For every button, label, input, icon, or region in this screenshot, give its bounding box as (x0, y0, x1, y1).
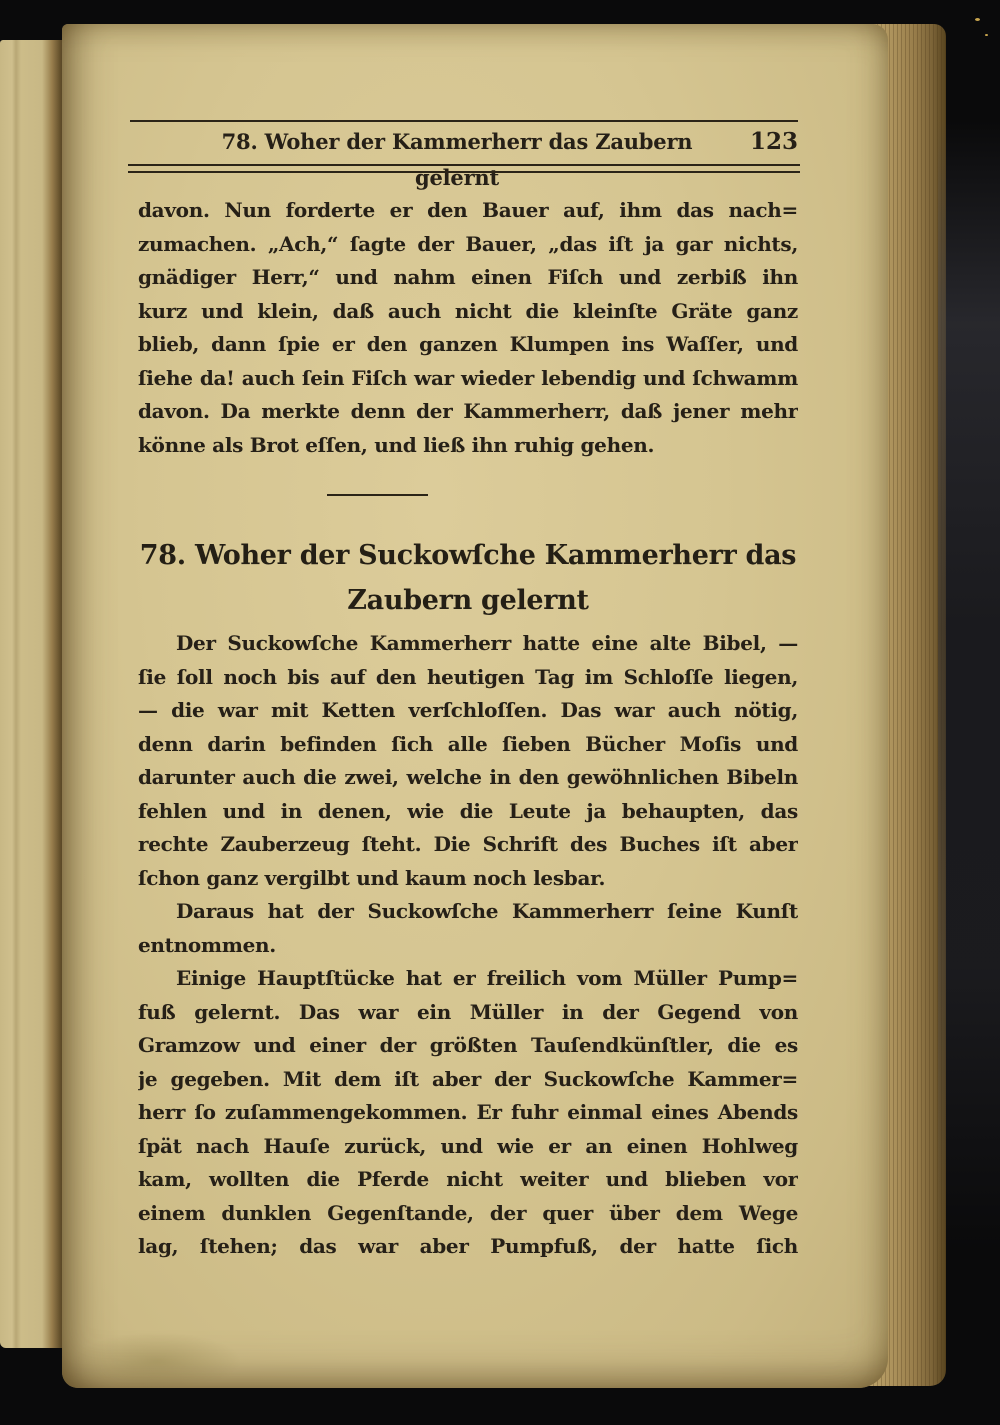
text-line: Gramzow und einer der größten Tauſendkünſtler, die es (138, 1033, 798, 1057)
header-rule-bottom-double (128, 164, 800, 173)
section-heading (138, 533, 798, 623)
text-line: einem dunklen Gegenſtande, der quer über dem Wege (138, 1200, 798, 1225)
text-line: davon. Nun forderte er den Bauer auf, ihm das nach= (138, 198, 798, 222)
text-line: Daraus hat der Suckowſche Kammerherr ſeine Kunſt (176, 899, 798, 923)
text-line: ſchon ganz vergilbt und kaum noch lesbar. (138, 865, 606, 890)
text-line: fuß gelernt. Das war ein Müller in der Gegend von (138, 999, 798, 1024)
section-heading-line: Zaubern gelernt (347, 585, 589, 616)
text-line: ſie ſoll noch bis auf den heutigen Tag im Schloſſe liegen, (138, 664, 798, 689)
text-line: fehlen und in denen, wie die Leute ja behaupten, das (138, 798, 798, 823)
text-line: davon. Da merkte denn der Kammerherr, daß jener mehr (138, 399, 798, 423)
running-header (130, 124, 798, 196)
text-line: rechte Zauberzeug ſteht. Die Schrift des Buches iſt aber (138, 832, 798, 856)
text-line: entnommen. (138, 932, 276, 957)
page-number: 123 (749, 128, 798, 155)
text-line: ſiehe da! auch ſein Fiſch war wieder lebendig und ſchwamm (138, 365, 798, 390)
text-line: gnädiger Herr,“ und nahm einen Fiſch und zerbiß ihn (138, 265, 798, 289)
story-separator-rule (327, 494, 428, 496)
paragraph (138, 627, 798, 895)
text-line: blieb, dann ſpie er den ganzen Klumpen ins Waſſer, und (138, 332, 798, 356)
text-line: zumachen. „Ach,“ ſagte der Bauer, „das iſt ja gar nichts, (138, 231, 798, 256)
text-line: ſpät nach Hauſe zurück, und wie er an einen Hohlweg (138, 1133, 798, 1158)
section-heading-line: 78. Woher der Suckowſche Kammerherr das (139, 540, 797, 571)
text-line: darunter auch die zwei, welche in den gewöhnlichen Bibeln (138, 765, 798, 789)
paragraph (138, 962, 798, 1264)
header-rule-top (130, 120, 798, 122)
text-line: herr ſo zuſammengekommen. Er fuhr einmal eines Abends (138, 1100, 798, 1124)
book-page (62, 24, 888, 1388)
text-line: je gegeben. Mit dem iſt aber der Suckowſche Kammer= (138, 1066, 798, 1091)
text-line: — die war mit Ketten verſchloſſen. Das war auch nötig, (138, 698, 798, 722)
running-header-title: 78. Woher der Kammerherr das Zaubern gelernt (221, 129, 693, 190)
book-cover-right-edge (938, 120, 1000, 1250)
text-line: lag, ſtehen; das war aber Pumpfuß, der hatte ſich (138, 1234, 798, 1258)
story-end-paragraph (138, 194, 798, 462)
text-line: kurz und klein, daß auch nicht die kleinſte Gräte ganz (138, 298, 798, 323)
text-line: kam, wollten die Pferde nicht weiter und blieben vor (138, 1167, 798, 1191)
text-line: könne als Brot eſſen, und ließ ihn ruhig gehen. (138, 432, 655, 457)
cover-speck (985, 34, 988, 36)
left-page-stack-edge (0, 40, 66, 1348)
paper-smudge (72, 1332, 242, 1390)
cover-speck (975, 18, 980, 21)
text-line: Der Suckowſche Kammerherr hatte eine alte Bibel, — (176, 631, 798, 655)
text-line: denn darin befinden ſich alle ſieben Bücher Moſis und (138, 731, 798, 756)
paragraph (138, 895, 798, 962)
text-line: Einige Hauptſtücke hat er freilich vom Müller Pump= (176, 966, 798, 990)
